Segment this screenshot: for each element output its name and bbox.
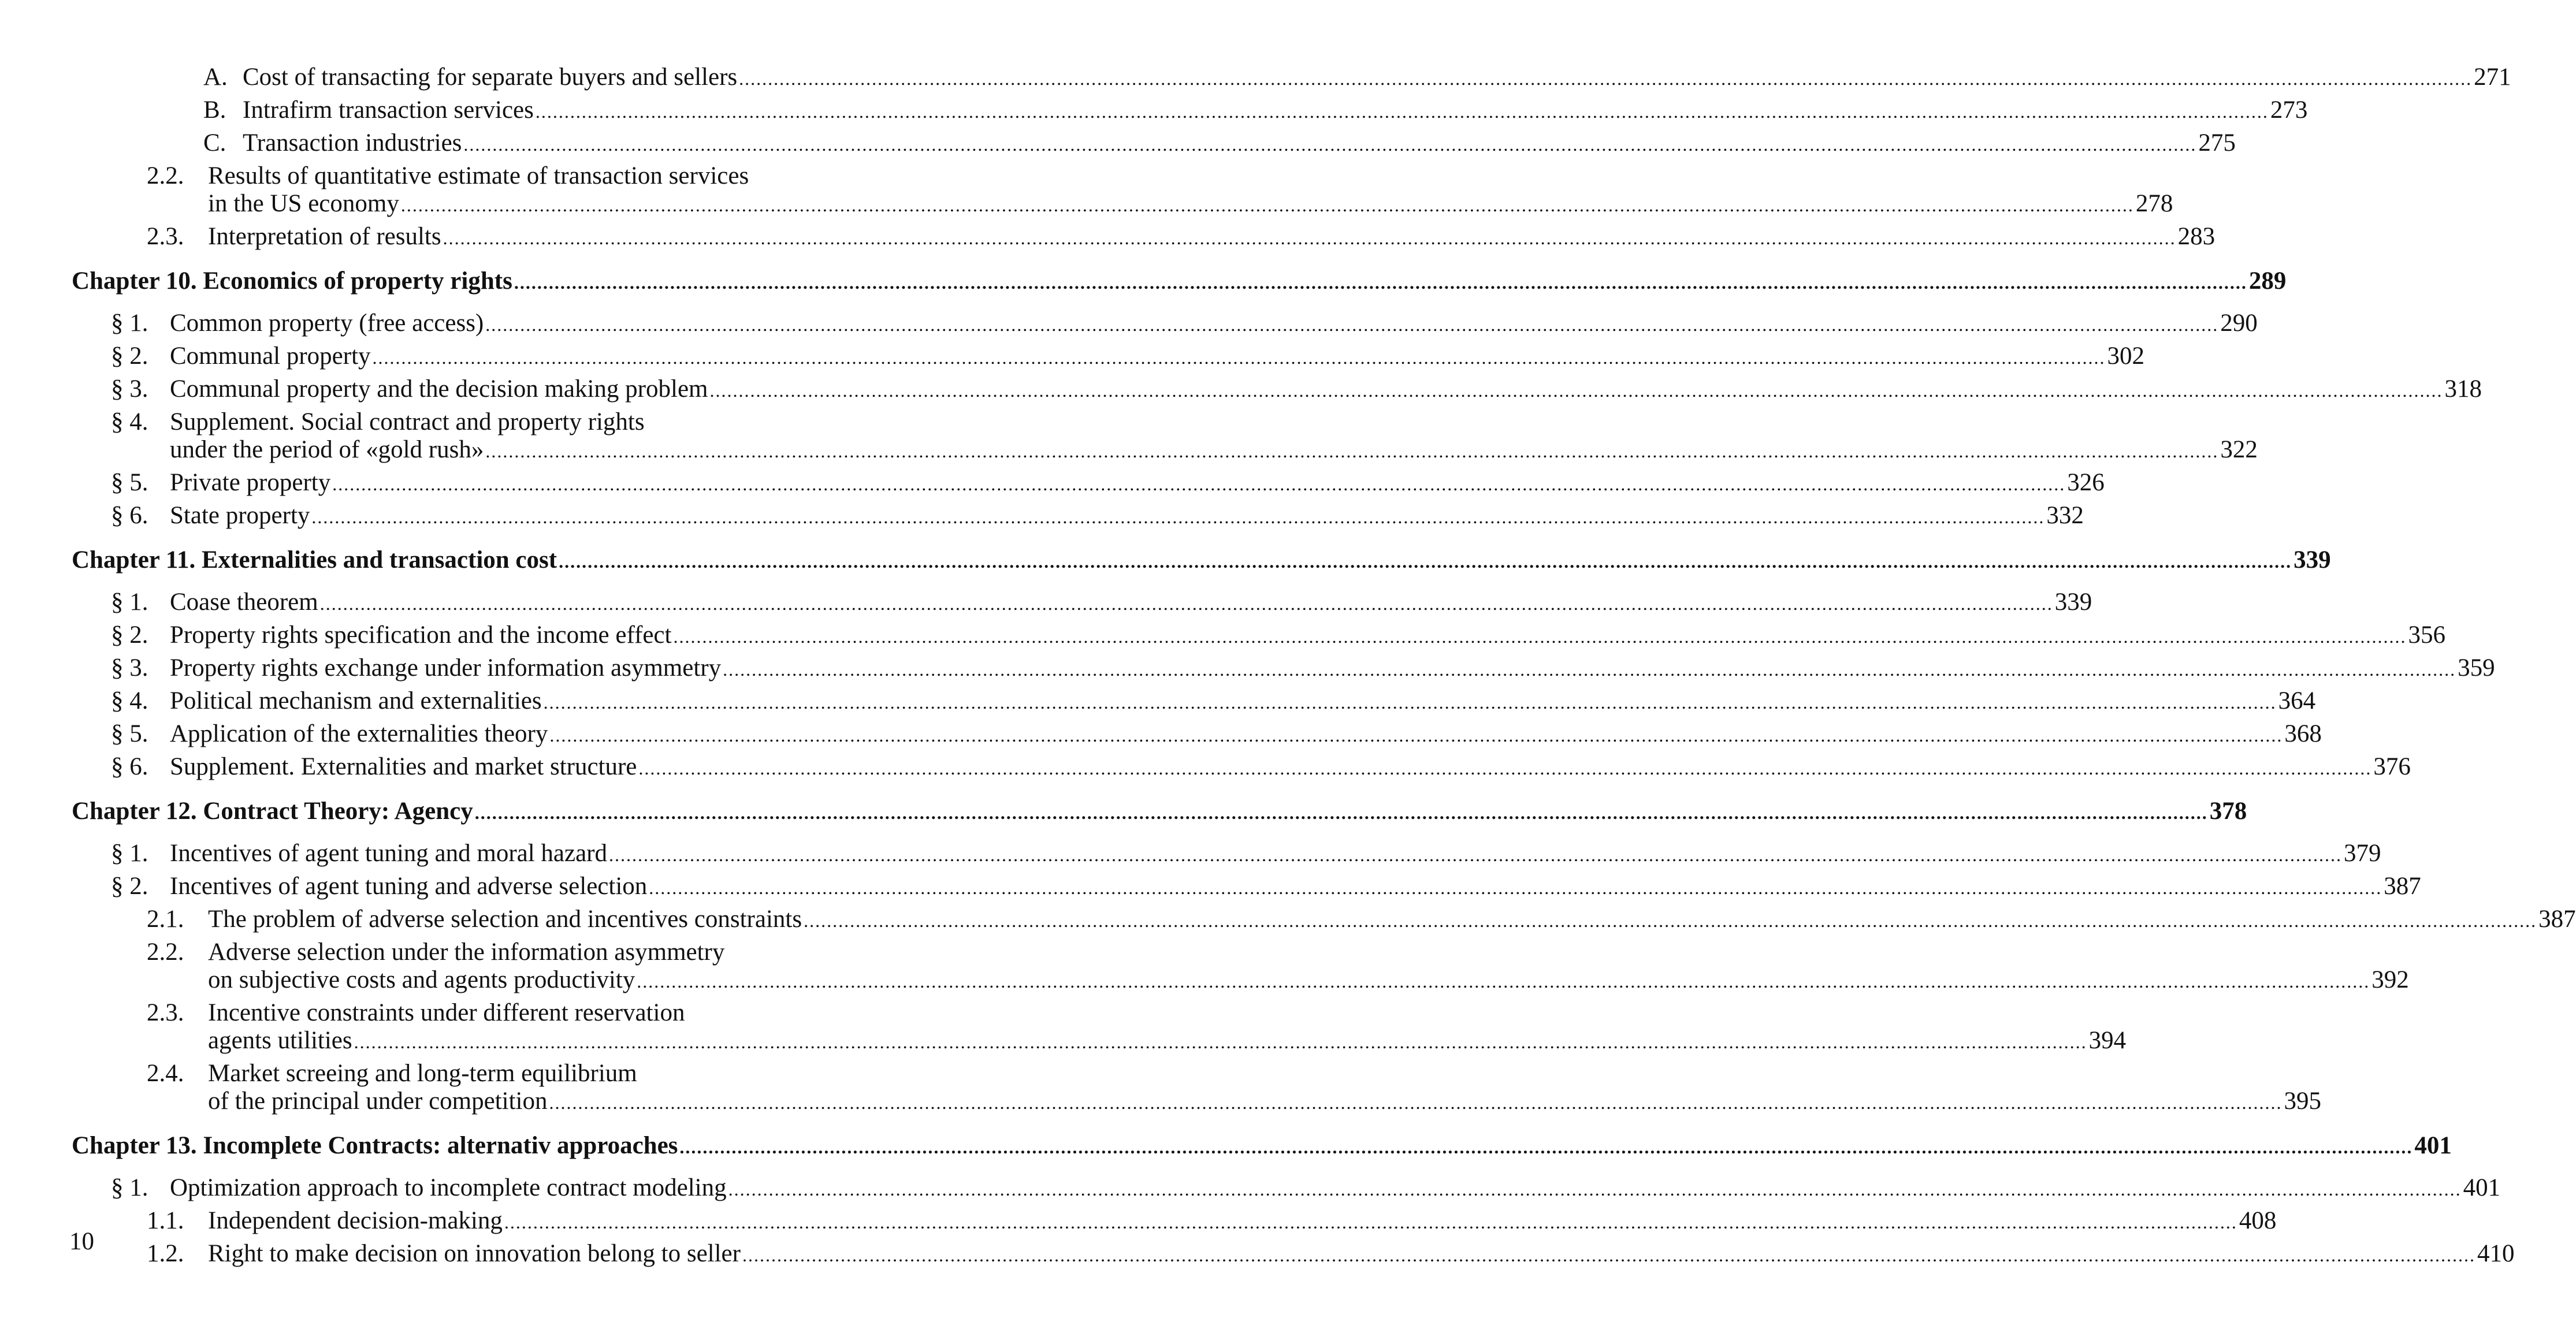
toc-entry-title: agents utilities: [208, 1027, 352, 1054]
toc-entry-number: § 4.: [111, 687, 148, 714]
toc-entry-title: of the principal under competition: [208, 1088, 548, 1115]
toc-entry-title: Political mechanism and externalities: [170, 687, 542, 714]
toc-entry-title: Incentives of agent tuning and moral hazard: [170, 840, 607, 867]
toc-entry-number: § 2.: [111, 873, 148, 900]
dot-leader: ............................................................................................................................................................................................................................................................................................................: [485, 441, 2219, 461]
toc-entry-title: Transaction industries: [243, 129, 462, 157]
dot-leader: ............................................................................................................................................................................................................................................................................................................: [311, 507, 2045, 527]
dot-leader: ............................................................................................................................................................................................................................................................................................................: [549, 1092, 2283, 1113]
dot-leader: ............................................................................................................................................................................................................................................................................................................: [463, 134, 2197, 155]
toc-entry-number: A.: [203, 64, 228, 91]
dot-leader: ............................................................................................................................................................................................................................................................................................................: [679, 1137, 2413, 1157]
dot-leader: ............................................................................................................................................................................................................................................................................................................: [514, 272, 2247, 293]
dot-leader: ............................................................................................................................................................................................................................................................................................................: [638, 758, 2372, 779]
toc-entry-number: 2.1.: [147, 906, 184, 933]
toc-entry-number: 1.2.: [147, 1240, 184, 1267]
toc-entry-title: Incentive constraints under different reservation: [208, 999, 685, 1026]
dot-leader: ............................................................................................................................................................................................................................................................................................................: [637, 971, 2370, 992]
dot-leader: ............................................................................................................................................................................................................................................................................................................: [728, 1179, 2462, 1200]
dot-leader: ............................................................................................................................................................................................................................................................................................................: [400, 195, 2134, 215]
dot-leader: ............................................................................................................................................................................................................................................................................................................: [474, 802, 2208, 823]
toc-entry-title: under the period of «gold rush»: [170, 436, 484, 463]
toc-entry-number: 2.2.: [147, 939, 184, 966]
toc-entry-title: Cost of transacting for separate buyers and sellers: [243, 64, 738, 91]
toc-page-number: 392: [2371, 966, 2409, 993]
chapter-title: Chapter 11. Externalities and transaction cost: [72, 546, 557, 574]
page-number: 10: [69, 1228, 94, 1255]
dot-leader: ............................................................................................................................................................................................................................................................................................................: [804, 910, 2537, 931]
toc-entry-title: on subjective costs and agents productivity: [208, 966, 635, 993]
toc-page-number: 356: [2408, 621, 2445, 649]
dot-leader: ............................................................................................................................................................................................................................................................................................................: [649, 877, 2382, 898]
toc-entry-number: 1.1.: [147, 1207, 184, 1234]
toc-page-number: 278: [2135, 190, 2173, 217]
toc-page-number: 401: [2463, 1174, 2501, 1201]
dot-leader: ............................................................................................................................................................................................................................................................................................................: [673, 626, 2407, 647]
toc-page-number: 318: [2444, 375, 2482, 403]
toc-entry-number: § 1.: [111, 840, 148, 867]
toc-page-number: 322: [2220, 436, 2258, 463]
toc-entry-title: Right to make decision on innovation belong to seller: [208, 1240, 741, 1267]
toc-entry-title: The problem of adverse selection and incentives constraints: [208, 906, 802, 933]
chapter-title: Chapter 12. Contract Theory: Agency: [72, 798, 473, 825]
toc-entry-title: in the US economy: [208, 190, 399, 217]
toc-page-number: 387: [2384, 873, 2421, 900]
toc-page-number: 408: [2239, 1207, 2277, 1234]
toc-entry-title: Communal property and the decision making problem: [170, 375, 708, 403]
toc-entry-title: State property: [170, 502, 310, 529]
chapter-title: Chapter 13. Incomplete Contracts: alternativ approaches: [72, 1132, 678, 1159]
dot-leader: ............................................................................................................................................................................................................................................................................................................: [332, 474, 2066, 494]
toc-entry-number: 2.3.: [147, 223, 184, 250]
toc-entry-number: § 3.: [111, 654, 148, 682]
dot-leader: ............................................................................................................................................................................................................................................................................................................: [723, 659, 2456, 680]
dot-leader: ............................................................................................................................................................................................................................................................................................................: [354, 1032, 2087, 1052]
toc-page-number: 378: [2209, 798, 2247, 825]
toc-entry-title: Private property: [170, 469, 331, 496]
toc-entry-number: C.: [203, 129, 226, 157]
dot-leader: ............................................................................................................................................................................................................................................................................................................: [535, 101, 2269, 122]
toc-entry-number: § 2.: [111, 342, 148, 370]
toc-page-number: 395: [2284, 1088, 2321, 1115]
toc-entry-number: B.: [203, 96, 226, 124]
dot-leader: ............................................................................................................................................................................................................................................................................................................: [742, 1245, 2475, 1265]
toc-page-number: 289: [2248, 267, 2287, 295]
dot-leader: ............................................................................................................................................................................................................................................................................................................: [609, 844, 2342, 865]
toc-entry-number: § 5.: [111, 469, 148, 496]
toc-entry-title: Coase theorem: [170, 589, 318, 616]
toc-page-number: 401: [2414, 1132, 2452, 1159]
toc-entry-title: Property rights exchange under information asymmetry: [170, 654, 722, 682]
toc-entry-title: Market screeing and long-term equilibrium: [208, 1060, 637, 1087]
toc-entry-number: § 1.: [111, 589, 148, 616]
dot-leader: ............................................................................................................................................................................................................................................................................................................: [504, 1212, 2237, 1233]
toc-page-number: 379: [2344, 840, 2381, 867]
dot-leader: ............................................................................................................................................................................................................................................................................................................: [485, 314, 2219, 335]
toc-entry-number: § 1.: [111, 310, 148, 337]
toc-entry-title: Supplement. Social contract and property rights: [170, 408, 645, 435]
dot-leader: ............................................................................................................................................................................................................................................................................................................: [559, 551, 2292, 572]
toc-page-number: 376: [2373, 753, 2411, 780]
toc-entry-number: 2.4.: [147, 1060, 184, 1087]
toc-entry-title: Common property (free access): [170, 310, 484, 337]
toc-entry-title: Supplement. Externalities and market structure: [170, 753, 637, 780]
toc-page-number: 302: [2107, 342, 2145, 370]
toc-page-number: 290: [2220, 310, 2258, 337]
toc-entry-number: § 6.: [111, 502, 148, 529]
toc-entry-title: Optimization approach to incomplete contract modeling: [170, 1174, 727, 1201]
dot-leader: ............................................................................................................................................................................................................................................................................................................: [709, 380, 2443, 401]
toc-entry-number: § 2.: [111, 621, 148, 649]
toc-page-number: 332: [2046, 502, 2084, 529]
toc-page-number: 271: [2474, 64, 2511, 91]
toc-entry-number: § 5.: [111, 720, 148, 747]
dot-leader: ............................................................................................................................................................................................................................................................................................................: [319, 593, 2053, 614]
toc-entry-title: Property rights specification and the income effect: [170, 621, 672, 649]
toc-page-number: 368: [2284, 720, 2322, 747]
toc-page-number: 283: [2177, 223, 2216, 250]
dot-leader: ............................................................................................................................................................................................................................................................................................................: [543, 692, 2277, 713]
toc-entry-title: Communal property: [170, 342, 371, 370]
toc-page-number: 394: [2088, 1027, 2127, 1054]
toc-page-number: 339: [2054, 589, 2092, 616]
toc-entry-title: Adverse selection under the information asymmetry: [208, 939, 725, 966]
toc-entry-title: Incentives of agent tuning and adverse selection: [170, 873, 648, 900]
dot-leader: ............................................................................................................................................................................................................................................................................................................: [549, 725, 2283, 746]
dot-leader: ............................................................................................................................................................................................................................................................................................................: [372, 347, 2106, 368]
toc-entry-number: § 3.: [111, 375, 148, 403]
toc-page-number: 339: [2294, 546, 2331, 574]
toc-page-number: 326: [2067, 469, 2105, 496]
toc-page-number: 364: [2278, 687, 2316, 714]
toc-page-number: 410: [2477, 1240, 2515, 1267]
dot-leader: ............................................................................................................................................................................................................................................................................................................: [739, 68, 2473, 89]
toc-entry-title: Application of the externalities theory: [170, 720, 548, 747]
toc-page-number: 359: [2458, 654, 2495, 682]
dot-leader: ............................................................................................................................................................................................................................................................................................................: [443, 228, 2176, 248]
toc-entry-title: Independent decision-making: [208, 1207, 503, 1234]
toc-page-number: 275: [2198, 129, 2236, 157]
chapter-title: Chapter 10. Economics of property rights: [72, 267, 512, 295]
toc-entry-number: § 6.: [111, 753, 148, 780]
toc-entry-title: Results of quantitative estimate of transaction services: [208, 162, 749, 189]
toc-entry-title: Intrafirm transaction services: [243, 96, 534, 124]
toc-entry-title: Interpretation of results: [208, 223, 441, 250]
toc-page-number: 273: [2270, 96, 2308, 124]
toc-entry-number: § 4.: [111, 408, 148, 435]
toc-entry-number: § 1.: [111, 1174, 148, 1201]
toc-page-number: 387: [2538, 906, 2576, 933]
toc-entry-number: 2.3.: [147, 999, 184, 1026]
toc-entry-number: 2.2.: [147, 162, 184, 189]
